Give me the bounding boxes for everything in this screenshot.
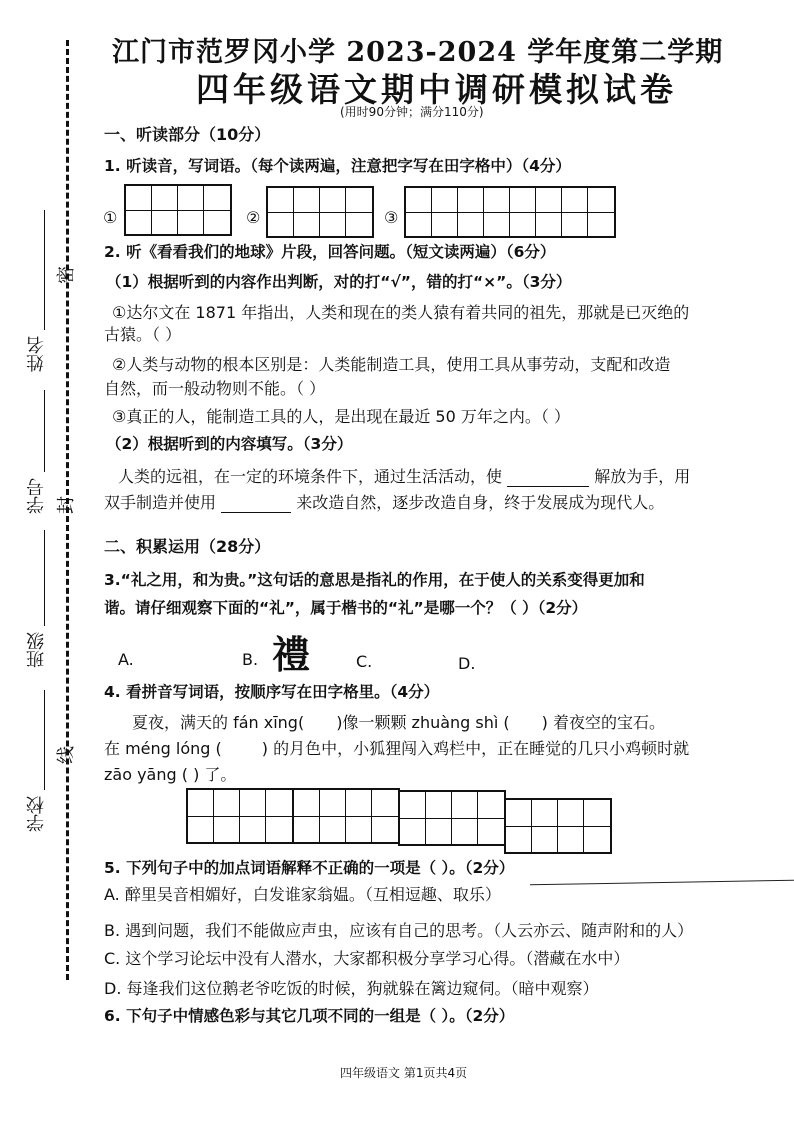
q4-grid-2[interactable] [292, 788, 400, 844]
q2-statement-2-line1: ②人类与动物的根本区别是：人类能制造工具，使用工具从事劳动，支配和改造 [112, 355, 671, 374]
q4-line1-part-a[interactable]: 夏夜，满天的 fán xīng( [132, 713, 305, 732]
exam-title-line2: 四年级语文期中调研模拟试卷 [196, 70, 677, 109]
q3-option-d[interactable]: D. [458, 654, 476, 673]
seal-xian-char: 线 [56, 746, 74, 767]
question-3-line1: 3.“礼之用，和为贵。”这句话的意思是指礼的作用，在于使人的关系变得更加和 [104, 571, 645, 589]
q2-statement-1-line1: ①达尔文在 1871 年指出，人类和现在的类人猿有着共同的祖先，那就是已灭绝的 [112, 303, 690, 322]
q4-line3[interactable]: zāo yāng ( ) 了。 [104, 765, 237, 784]
q5-option-d[interactable]: D. 每逢我们这位鹅老爷吃饭的时候，狗就躲在篱边窥伺。（暗中观察） [104, 979, 599, 998]
section1-heading: 一、听读部分（10分） [104, 125, 271, 144]
q4-line1 [132, 710, 665, 733]
class-label: 班级 [26, 632, 47, 668]
q2-fill-line1-end: 解放为手，用 [594, 467, 691, 486]
seal-mi-char: 密 [56, 266, 74, 287]
q1-mark-3: ③ [384, 208, 399, 227]
id-field-line[interactable] [44, 390, 45, 472]
question-6[interactable]: 6. 下句子中情感色彩与其它几项不同的一组是（ ）。（2分） [104, 1007, 515, 1025]
class-field-line[interactable] [44, 530, 45, 626]
q5-option-b[interactable]: B. 遇到问题，我们不能做应声虫，应该有自己的思考。（人云亦云、随声附和的人） [104, 921, 694, 940]
q2-statement-1-line2[interactable]: 古猿。（ ） [104, 325, 182, 344]
q1-mark-1: ① [103, 208, 118, 227]
seal-feng-char: 封 [56, 496, 74, 517]
q1-grid-2[interactable] [266, 186, 374, 238]
q2-statement-2-line2[interactable]: 自然，而一般动物则不能。（ ） [104, 379, 326, 398]
section2-heading: 二、积累运用（28分） [104, 537, 271, 556]
q2-fill-blank-2[interactable] [221, 496, 291, 513]
question-5[interactable]: 5. 下列句子中的加点词语解释不正确的一项是（ ）。（2分） [104, 859, 515, 877]
q2-fill-line1-start: 人类的远祖，在一定的环境条件下，通过生活活动，使 [118, 467, 503, 486]
school-field-line[interactable] [44, 690, 45, 790]
exam-subtitle: (用时90分钟；满分110分) [340, 105, 484, 119]
page-footer: 四年级语文 第1页共4页 [340, 1066, 468, 1080]
q4-line1-part-b[interactable]: )像一颗颗 zhuàng shì ( [336, 713, 510, 732]
q2-fill-line1 [118, 464, 690, 487]
name-field-line[interactable] [44, 210, 45, 330]
school-label: 学校 [26, 796, 47, 832]
q4-line2-part-a[interactable]: 在 méng lóng ( [104, 739, 222, 758]
q1-mark-2: ② [246, 208, 261, 227]
name-label: 姓名 [26, 336, 47, 372]
q5-option-c[interactable]: C. 这个学习论坛中没有人潜水，大家都积极分享学习心得。（潜藏在水中） [104, 949, 630, 968]
q1-grid-3[interactable] [404, 186, 616, 238]
q2-fill-line2-start: 双手制造并使用 [104, 493, 217, 512]
question-2: 2. 听《看看我们的地球》片段，回答问题。（短文读两遍）（6分） [104, 243, 556, 261]
q3-option-c[interactable]: C. [356, 652, 373, 671]
q4-grid-1[interactable] [186, 788, 294, 844]
exam-title-line1: 江门市范罗冈小学 2023-2024 学年度第二学期 [112, 37, 724, 68]
li-calligraphy-glyph: 禮 [272, 632, 311, 677]
q4-grid-3[interactable] [398, 790, 506, 846]
q1-grid-1[interactable] [124, 184, 232, 236]
q5-option-a[interactable]: A. 醉里吴音相媚好，白发谁家翁媪。（互相逗趣、取乐） [104, 885, 501, 904]
id-label: 学号 [26, 478, 47, 514]
q2-part1-heading: （1）根据听到的内容作出判断，对的打“√”，错的打“×”。（3分） [106, 273, 572, 291]
q3-option-b[interactable]: B. [242, 650, 259, 669]
q2-fill-line2 [104, 490, 664, 513]
q2-part2-heading: （2）根据听到的内容填写。（3分） [106, 435, 353, 453]
question-4: 4. 看拼音写词语，按顺序写在田字格里。（4分） [104, 683, 440, 701]
q2-statement-3[interactable]: ③真正的人，能制造工具的人，是出现在最近 50 万年之内。（ ） [112, 407, 570, 426]
q4-line2-part-b: ) 的月色中，小狐狸闯入鸡栏中，正在睡觉的几只小鸡顿时就 [261, 739, 690, 758]
q2-fill-blank-1[interactable] [507, 470, 589, 487]
q3-option-a[interactable]: A. [118, 650, 134, 669]
page-fold-line [530, 880, 794, 886]
q4-grid-4[interactable] [504, 798, 612, 854]
q2-fill-line2-end: 来改造自然，逐步改造自身，终于发展成为现代人。 [296, 493, 665, 512]
question-1: 1. 听读音，写词语。（每个读两遍，注意把字写在田字格中）（4分） [104, 157, 571, 175]
q4-line1-part-c: ) 着夜空的宝石。 [541, 713, 666, 732]
q4-line2 [104, 736, 689, 759]
question-3-line2[interactable]: 谐。请仔细观察下面的“礼”，属于楷书的“礼”是哪一个？（ ）（2分） [104, 599, 588, 617]
